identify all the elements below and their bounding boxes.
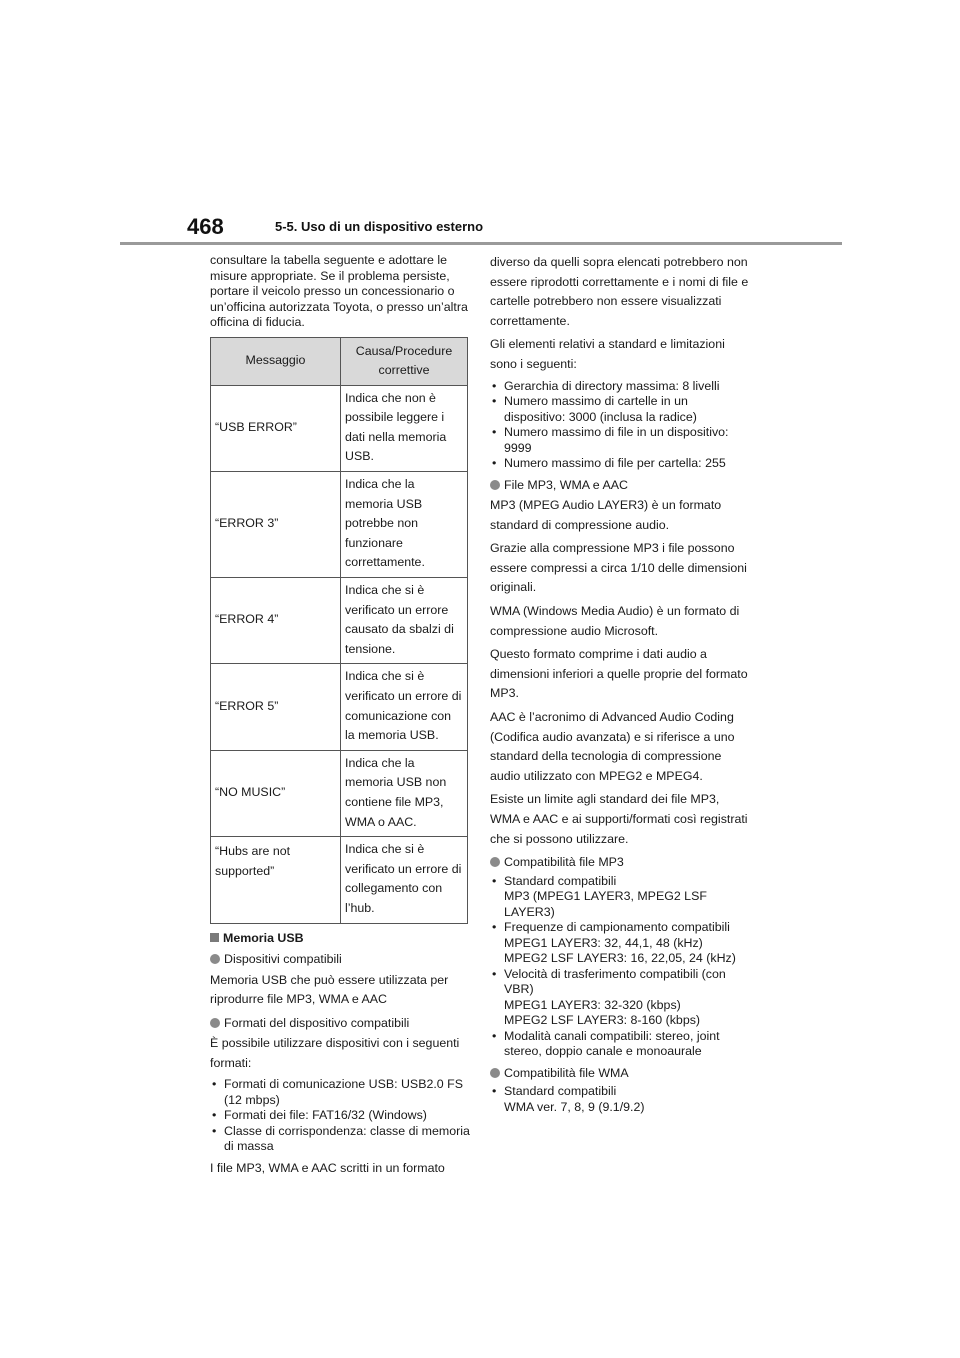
list-item	[490, 967, 752, 1029]
table-cell-message: “ERROR 4”	[211, 578, 341, 664]
circle-bullet-icon	[210, 1018, 220, 1028]
list-item-detail: MPEG1 LAYER3: 32, 44,1, 48 (kHz)	[504, 935, 703, 950]
list-item: • Classe di corrispondenza: classe di memoria di massa	[210, 1124, 470, 1155]
list-item-label: Modalità canali compatibili: stereo, joint stereo, doppio canale e monoaurale	[504, 1028, 720, 1059]
table-cell-cause: Indica che si è verificato un errore causato da sbalzi di tensione.	[341, 578, 468, 664]
memoria-usb-heading	[210, 931, 470, 947]
table-cell-cause: Indica che si è verificato un errore di collegamento con l’hub.	[341, 837, 468, 923]
header-divider	[120, 242, 842, 245]
dispositivi-paragraph: Memoria USB che può essere utilizzata per riprodurre file MP3, WMA e AAC	[210, 972, 449, 1007]
table-row	[211, 385, 468, 471]
right-column	[490, 253, 752, 1119]
circle-bullet-icon	[490, 480, 500, 490]
list-item-detail: WMA ver. 7, 8, 9 (9.1/9.2)	[504, 1099, 645, 1114]
list-item-detail: MPEG2 LSF LAYER3: 8-160 (kbps)	[504, 1013, 701, 1028]
mp3-compat-heading-text: Compatibilità file MP3	[504, 855, 624, 870]
aac-paragraph: AAC è l’acronimo di Advanced Audio Coding (Codifica audio avanzata) e si riferisce a uno standard della tecnologia di compressione audio utilizzato con MPEG2 e MPEG4.	[490, 710, 735, 783]
wma-paragraph: WMA (Windows Media Audio) è un formato di compressione audio Microsoft.	[490, 604, 740, 638]
table-cell-cause: Indica che si è verificato un errore di comunicazione con la memoria USB.	[341, 664, 468, 750]
list-item: • Numero massimo di file in un dispositivo: 9999	[490, 425, 752, 456]
table-header-row	[211, 337, 468, 385]
dispositivi-heading	[210, 952, 470, 968]
table-cell-message: “ERROR 3”	[211, 472, 341, 578]
table-cell-cause: Indica che la memoria USB potrebbe non funzionare correttamente.	[341, 472, 468, 578]
list-item	[490, 1084, 752, 1115]
list-item: • Numero massimo di file per cartella: 255	[490, 456, 752, 472]
list-item: • Gerarchia di directory massima: 8 livelli	[490, 379, 752, 395]
left-column	[210, 253, 470, 1183]
dispositivi-heading-text: Dispositivi compatibili	[224, 952, 342, 967]
list-item-label: Standard compatibili	[504, 1084, 617, 1099]
wma-compat-list	[490, 1084, 752, 1115]
limits-list	[490, 379, 752, 472]
circle-bullet-icon	[490, 1068, 500, 1078]
page-header	[0, 0, 960, 250]
table-row	[211, 472, 468, 578]
files-heading-text: File MP3, WMA e AAC	[504, 477, 628, 492]
table-cell-cause: Indica che la memoria USB non contiene file MP3, WMA o AAC.	[341, 750, 468, 836]
mp3-compression-paragraph: Grazie alla compressione MP3 i file possono essere compressi a circa 1/10 delle dimensioni originali.	[490, 541, 747, 595]
list-item-label: Velocità di trasferimento compatibili (con VBR)	[504, 966, 726, 997]
page-number: 468	[187, 214, 224, 239]
files-heading	[490, 478, 752, 494]
table-cell-message: “NO MUSIC”	[211, 750, 341, 836]
list-item: • Numero massimo di cartelle in un dispositivo: 3000 (inclusa la radice)	[490, 394, 752, 425]
table-cell-message: “ERROR 5”	[211, 664, 341, 750]
table-header-cause: Causa/Procedure correttive	[341, 337, 468, 385]
list-item-detail: MPEG2 LSF LAYER3: 16, 22,05, 24 (kHz)	[504, 951, 736, 966]
mp3-paragraph: MP3 (MPEG Audio LAYER3) è un formato standard di compressione audio.	[490, 498, 722, 532]
table-cell-message: “USB ERROR”	[211, 385, 341, 471]
list-item-label: Frequenze di campionamento compatibili	[504, 920, 730, 935]
square-bullet-icon	[210, 933, 219, 942]
closing-paragraph: I file MP3, WMA e AAC scritti in un formato	[210, 1160, 445, 1175]
list-item-label: Standard compatibili	[504, 873, 617, 888]
list-item-detail: MPEG1 LAYER3: 32-320 (kbps)	[504, 997, 681, 1012]
formati-heading-text: Formati del dispositivo compatibili	[224, 1015, 410, 1030]
wma-compression-paragraph: Questo formato comprime i dati audio a dimensioni inferiori a quelle proprie del formato MP3.	[490, 647, 748, 701]
table-row	[211, 837, 468, 923]
table-header-message: Messaggio	[211, 337, 341, 385]
list-item: • Formati dei file: FAT16/32 (Windows)	[210, 1108, 470, 1124]
limits-intro: Gli elementi relativi a standard e limitazioni sono i seguenti:	[490, 337, 725, 371]
list-item	[490, 874, 752, 921]
circle-bullet-icon	[210, 954, 220, 964]
table-cell-message: “Hubs are not supported”	[211, 837, 341, 923]
list-item: • Formati di comunicazione USB: USB2.0 FS (12 mbps)	[210, 1077, 470, 1108]
wma-compat-heading-text: Compatibilità file WMA	[504, 1065, 629, 1080]
table-row	[211, 750, 468, 836]
intro-paragraph: consultare la tabella seguente e adottare le misure appropriate. Se il problema persiste, portare il veicolo presso un concessionario o un’officina autorizzata Toyota, o presso un’altra officina di fiducia.	[210, 253, 468, 329]
message-table	[210, 337, 468, 924]
table-cell-cause: Indica che non è possibile leggere i dati nella memoria USB.	[341, 385, 468, 471]
continuation-paragraph: diverso da quelli sopra elencati potrebbero non essere riprodotti correttamente e i nomi di file e cartelle potrebbero non essere visualizzati correttamente.	[490, 255, 749, 328]
memoria-usb-heading-text: Memoria USB	[223, 930, 304, 945]
mp3-compat-list	[490, 874, 752, 1060]
formati-paragraph: È possibile utilizzare dispositivi con i seguenti formati:	[210, 1036, 460, 1070]
limit-paragraph: Esiste un limite agli standard dei file MP3, WMA e AAC e ai supporti/formati così registrati che si possono utilizzare.	[490, 792, 748, 846]
mp3-compat-heading	[490, 855, 752, 871]
list-item-detail: MP3 (MPEG1 LAYER3, MPEG2 LSF LAYER3)	[504, 889, 707, 919]
list-item	[490, 1029, 752, 1060]
table-row	[211, 578, 468, 664]
circle-bullet-icon	[490, 857, 500, 867]
section-title: 5-5. Uso di un dispositivo esterno	[275, 219, 484, 234]
list-item	[490, 920, 752, 967]
table-row	[211, 664, 468, 750]
formati-list	[210, 1077, 470, 1155]
wma-compat-heading	[490, 1066, 752, 1082]
formati-heading	[210, 1016, 470, 1032]
